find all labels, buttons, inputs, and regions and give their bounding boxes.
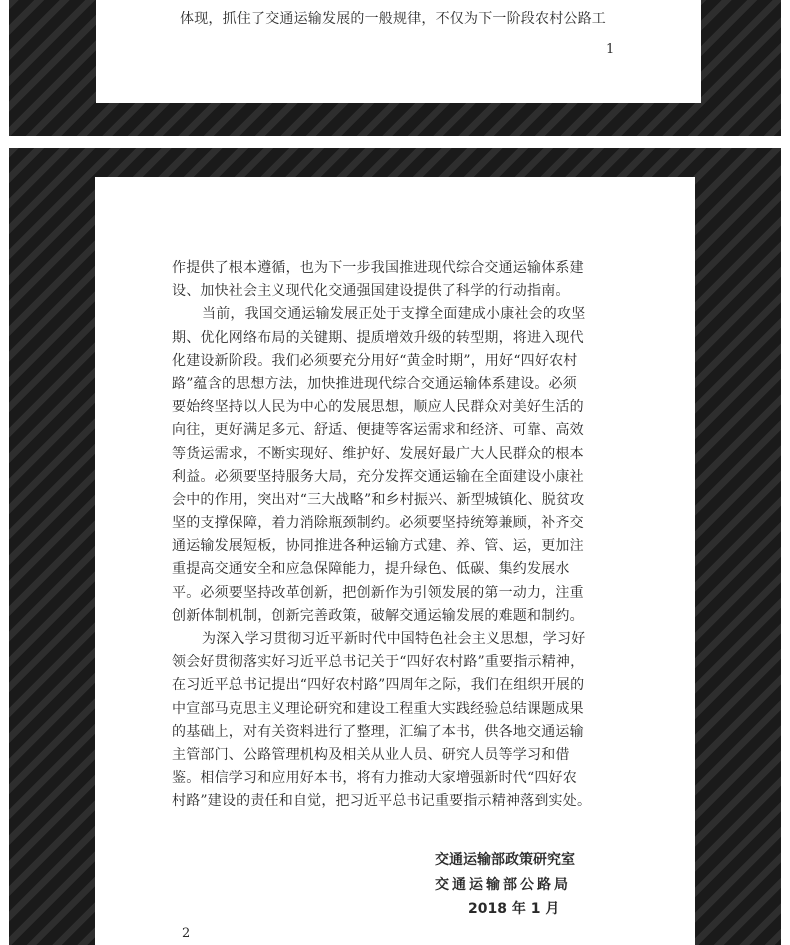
text-line: 当前，我国交通运输发展正处于支撑全面建成小康社会的攻坚 — [202, 306, 586, 323]
signature-org-highway-bureau: 交通运输部公路局 — [435, 877, 571, 893]
text-line: 作提供了根本遵循，也为下一步我国推进现代综合交通运输体系建 — [172, 260, 584, 276]
text-line: 要始终坚持以人民为中心的发展思想，顺应人民群众对美好生活的 — [172, 399, 584, 416]
text-line: 创新体制机制，创新完善政策，破解交通运输发展的难题和制约。 — [172, 607, 584, 624]
text-line: 会中的作用，突出对“三大战略”和乡村振兴、新型城镇化、脱贫攻 — [172, 491, 585, 508]
text-line: 利益。必须要坚持服务大局，充分发挥交通运输在全面建设小康社 — [172, 468, 584, 485]
body-text — [172, 257, 622, 814]
top-page-frame — [9, 0, 781, 136]
text-line: 重提高交通安全和应急保障能力，提升绿色、低碳、集约发展水 — [172, 561, 570, 578]
text-line: 向往，更好满足多元、舒适、便捷等客运需求和经济、可靠、高效 — [172, 422, 584, 439]
text-line: 通运输发展短板，协同推进各种运输方式建、养、管、运，更加注 — [172, 538, 584, 555]
top-page-text-line: 体现，抓住了交通运输发展的一般规律，不仅为下一阶段农村公路工 — [180, 11, 606, 27]
text-line: 在习近平总书记提出“四好农村路”四周年之际，我们在组织开展的 — [172, 677, 585, 694]
text-line: 等货运需求，不断实现好、维护好、发展好最广大人民群众的根本 — [172, 445, 584, 462]
text-line: 设、加快社会主义现代化交通强国建设提供了科学的行动指南。 — [172, 283, 570, 300]
bottom-page — [95, 177, 695, 945]
text-line: 坚的支撑保障，着力消除瓶颈制约。必须要坚持统筹兼顾，补齐交 — [172, 515, 584, 532]
text-line: 的基础上，对有关资料进行了整理，汇编了本书，供各地交通运输 — [172, 723, 584, 740]
text-line: 鉴。相信学习和应用好本书，将有力推动大家增强新时代“四好农 — [172, 770, 577, 787]
text-line: 中宣部马克思主义理论研究和建设工程重大实践经验总结课题成果 — [172, 700, 584, 717]
text-line: 期、优化网络布局的关键期、提质增效升级的转型期，将进入现代 — [172, 329, 584, 346]
text-line: 路”蕴含的思想方法，加快推进现代综合交通运输体系建设。必须 — [172, 375, 577, 392]
text-line: 为深入学习贯彻习近平新时代中国特色社会主义思想，学习好 — [202, 631, 586, 647]
text-line: 化建设新阶段。我们必须要充分用好“黄金时期”，用好“四好农村 — [172, 352, 578, 369]
bottom-page-frame — [9, 148, 781, 945]
text-line: 村路”建设的责任和自觉，把习近平总书记重要指示精神落到实处。 — [172, 793, 592, 810]
bottom-page-number: 2 — [182, 926, 191, 941]
text-line: 领会好贯彻落实好习近平总书记关于“四好农村路”重要指示精神， — [172, 654, 585, 671]
signature-org-policy-research: 交通运输部政策研究室 — [435, 852, 575, 868]
text-line: 平。必须要坚持改革创新，把创新作为引领发展的第一动力，注重 — [172, 584, 584, 601]
text-line: 主管部门、公路管理机构及相关从业人员、研究人员等学习和借 — [172, 746, 570, 763]
top-page — [96, 0, 701, 103]
top-page-number: 1 — [606, 42, 615, 57]
signature-date: 2018 年 1 月 — [468, 901, 560, 917]
